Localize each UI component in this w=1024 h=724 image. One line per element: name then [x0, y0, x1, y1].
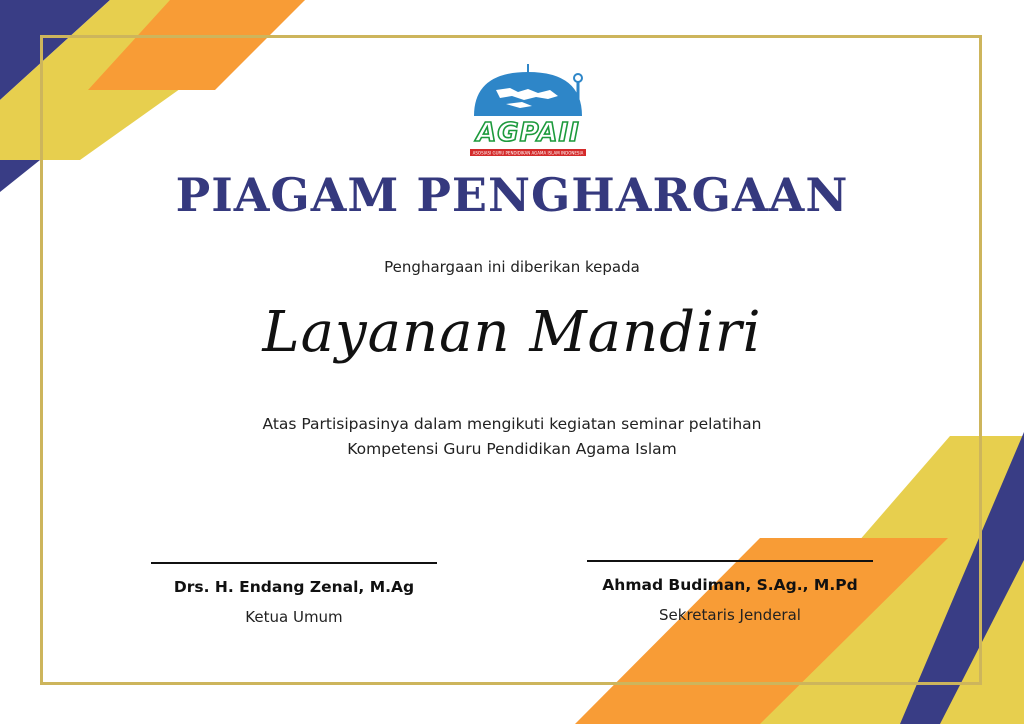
given-to-text: Penghargaan ini diberikan kepada — [384, 258, 640, 276]
signature-block-chairman — [144, 562, 444, 626]
signature-line — [587, 560, 873, 562]
agpaii-logo — [466, 62, 590, 160]
recipient-name: Layanan Mandiri — [262, 300, 762, 365]
signature-block-secretary — [580, 560, 880, 624]
signatory-role: Ketua Umum — [245, 608, 343, 626]
signature-line — [151, 562, 437, 564]
certificate-description — [0, 412, 1024, 462]
mosque-dome-icon — [474, 64, 582, 116]
signatory-role: Sekretaris Jenderal — [659, 606, 801, 624]
description-line-2: Kompetensi Guru Pendidikan Agama Islam — [347, 440, 677, 458]
description-line-1: Atas Partisipasinya dalam mengikuti kegiatan seminar pelatihan — [262, 415, 762, 433]
signatory-name: Ahmad Budiman, S.Ag., M.Pd — [602, 576, 858, 594]
signatory-name: Drs. H. Endang Zenal, M.Ag — [173, 578, 415, 596]
logo-subtext: ASOSIASI GURU PENDIDIKAN AGAMA ISLAM INDONESIA — [472, 150, 584, 156]
certificate-title: PIAGAM PENGHARGAAN — [175, 168, 849, 222]
logo-text: AGPAII — [476, 118, 580, 148]
